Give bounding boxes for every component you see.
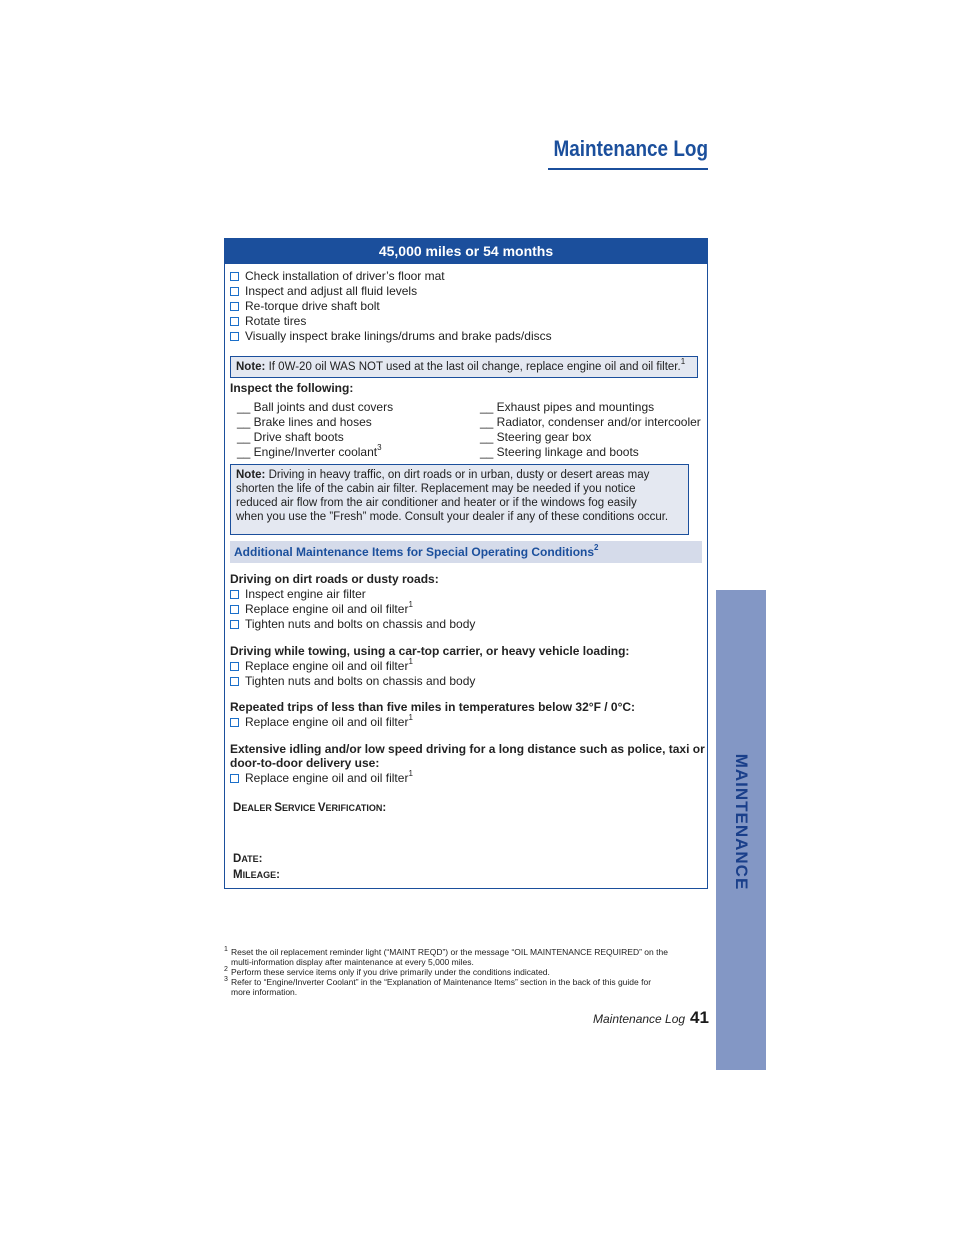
note-text: If 0W-20 oil WAS NOT used at the last oil change, replace engine oil and oil filter. (268, 361, 681, 373)
checklist-item: Inspect and adjust all fluid levels (245, 284, 418, 298)
checkbox[interactable] (230, 317, 239, 326)
side-tab-label: MAINTENANCE (732, 753, 751, 891)
footnote-line: more information. (231, 987, 298, 997)
inspect-item: __ Steering gear box (480, 430, 592, 444)
label-cap: V (317, 802, 326, 814)
checkbox[interactable] (230, 590, 239, 599)
checkbox[interactable] (230, 620, 239, 629)
inspect-item (237, 445, 382, 460)
interval-header: 45,000 miles or 54 months (224, 238, 708, 264)
footnote-ref: 1 (408, 600, 413, 609)
condition-item (245, 602, 413, 617)
label-colon: : (258, 853, 263, 865)
footnote-ref: 1 (408, 769, 413, 778)
footer-section-label: Maintenance Log (593, 1012, 686, 1026)
inspect-item: __ Drive shaft boots (237, 430, 344, 444)
inspect-item: __ Exhaust pipes and mountings (480, 400, 655, 414)
checklist-item: Visually inspect brake linings/drums and brake pads/discs (245, 329, 552, 343)
condition-heading: Repeated trips of less than five miles in temperatures below 32°F / 0°C: (230, 700, 636, 714)
label-rest: ILEAGE (242, 870, 277, 880)
label-cap: S (274, 802, 282, 814)
checkbox[interactable] (230, 332, 239, 341)
footnotes (224, 947, 708, 997)
condition-heading: Driving while towing, using a car-top carrier, or heavy vehicle loading: (230, 644, 630, 658)
footnote-ref: 3 (377, 443, 382, 452)
section-side-tab (716, 590, 766, 1070)
label-colon: : (276, 869, 280, 881)
footnote-line: Reset the oil replacement reminder light (“MAINT REQD”) or the message “OIL MAINTENANCE REQUIRED” on the (231, 947, 668, 957)
condition-item-text: Replace engine oil and oil filter (245, 715, 409, 729)
checklist-item: Rotate tires (245, 314, 307, 328)
checkbox[interactable] (230, 605, 239, 614)
condition-item: Tighten nuts and bolts on chassis and body (245, 674, 476, 688)
label-rest: ERIFICATION (325, 803, 383, 813)
checkbox[interactable] (230, 677, 239, 686)
additional-maintenance-header (230, 541, 702, 563)
checkbox[interactable] (230, 774, 239, 783)
condition-item-text: Replace engine oil and oil filter (245, 659, 409, 673)
label-rest: EALER (241, 803, 275, 813)
condition-item-text: Replace engine oil and oil filter (245, 602, 409, 616)
inspect-item-text: __ Engine/Inverter coolant (237, 445, 378, 459)
label-cap: D (233, 853, 242, 865)
footnote: 1 Reset the oil replacement reminder light (“MAINT REQD”) or the message “OIL MAINTENANCE REQUIRED” on the multi-information display after maintenance at every 5,000 miles. (224, 947, 708, 967)
condition-item (245, 771, 413, 786)
note-line: shorten the life of the cabin air filter. Replacement may be needed if you notice (236, 483, 636, 495)
label-colon: : (382, 802, 387, 814)
condition-item: Inspect engine air filter (245, 587, 366, 601)
label-cap: M (233, 869, 243, 881)
condition-item (245, 715, 413, 730)
label-rest: ATE (241, 854, 259, 864)
condition-item (245, 659, 413, 674)
checkbox[interactable] (230, 272, 239, 281)
condition-heading: Driving on dirt roads or dusty roads: (230, 572, 439, 586)
condition-heading: Extensive idling and/or low speed driving for a long distance such as police, taxi or (230, 742, 705, 756)
checklist-item: Check installation of driver’s floor mat (245, 269, 445, 283)
maintenance-log-box (224, 238, 708, 889)
inspect-item: __ Brake lines and hoses (237, 415, 372, 429)
note-label: Note: (236, 361, 266, 373)
inspect-item: __ Radiator, condenser and/or intercooler (480, 415, 701, 429)
footnote-ref: 1 (408, 657, 413, 666)
footnote-ref: 1 (680, 357, 686, 366)
note-line: Driving in heavy traffic, on dirt roads or in urban, dusty or desert areas may (268, 469, 650, 481)
checkbox[interactable] (230, 302, 239, 311)
inspect-item: __ Steering linkage and boots (480, 445, 639, 459)
condition-heading: door-to-door delivery use: (230, 756, 380, 770)
checklist-item: Re-torque drive shaft bolt (245, 299, 380, 313)
title-rule (548, 168, 708, 170)
footnote-line: multi-information display after maintenance at every 5,000 miles. (231, 957, 474, 967)
page-title: Maintenance Log (553, 136, 708, 161)
inspect-item: __ Ball joints and dust covers (237, 400, 394, 414)
footnote-line: Refer to “Engine/Inverter Coolant” in the “Explanation of Maintenance Items” section in the back of this guide for (231, 977, 652, 987)
label-rest: ERVICE (282, 803, 318, 813)
date-label (233, 853, 263, 865)
checkbox[interactable] (230, 718, 239, 727)
additional-title: Additional Maintenance Items for Special Operating Conditions (234, 545, 595, 559)
note-line: when you use the ”Fresh” mode. Consult your dealer if any of these conditions occur. (236, 511, 669, 523)
footnote: 3 Refer to “Engine/Inverter Coolant” in the “Explanation of Maintenance Items” section in the back of this guide for more information. (224, 977, 708, 997)
footnote: 2 Perform these service items only if you drive primarily under the conditions indicated. (224, 967, 708, 977)
condition-item: Tighten nuts and bolts on chassis and body (245, 617, 476, 631)
inspect-heading: Inspect the following: (230, 381, 354, 395)
oil-note (230, 356, 698, 378)
mileage-label (233, 869, 280, 881)
footnote-ref: 1 (408, 713, 413, 722)
note-label: Note: (236, 469, 266, 481)
note-line: reduced air flow from the air conditioner and heater or if the windows fog easily (236, 497, 637, 509)
cabin-filter-note (230, 464, 689, 535)
condition-item-text: Replace engine oil and oil filter (245, 771, 409, 785)
page-number: 41 (690, 1008, 709, 1027)
checkbox[interactable] (230, 287, 239, 296)
checkbox[interactable] (230, 662, 239, 671)
dealer-service-verification-label (233, 802, 386, 814)
footnote-ref: 2 (594, 543, 599, 552)
label-cap: D (233, 802, 242, 814)
footnote-line: Perform these service items only if you drive primarily under the conditions indicated. (231, 967, 550, 977)
